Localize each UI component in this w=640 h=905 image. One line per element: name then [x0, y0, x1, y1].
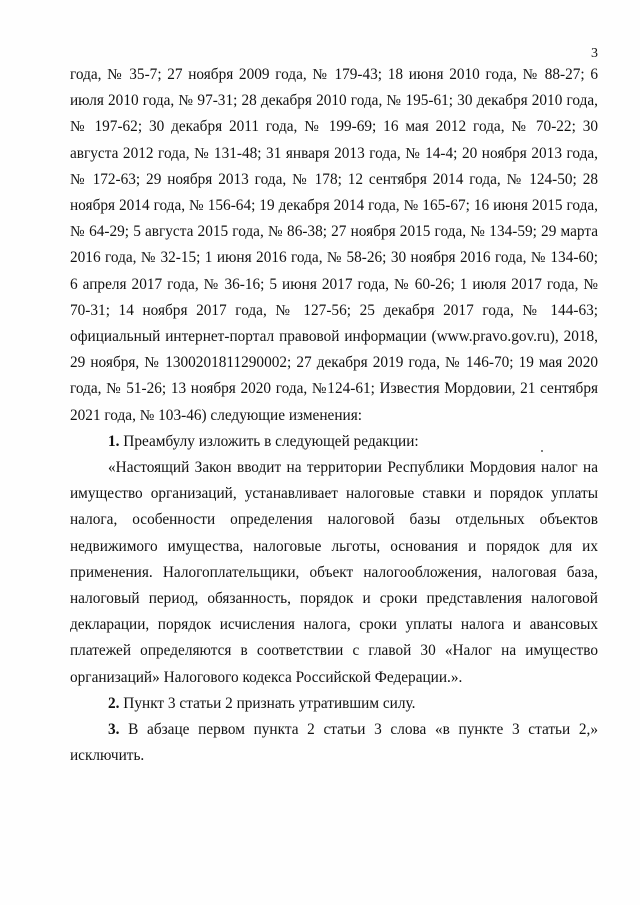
preamble-quote: «Настоящий Закон вводит на территории Республики Мордовия налог на имущество организаций, устанавливает налоговые ставки и порядок уплаты налога, особенности определения налоговой базы отдельных объектов недвижимого имущества, налоговые льготы, основания и порядок для их применения. Налогоплательщики, объект налогообложения, налоговая база, налоговый период, обязанность, порядок и сроки представления налоговой декларации, порядок исчисления налога, сроки уплаты налога и авансовых платежей определяются в соответствии с главой 30 «Налог на имущество организаций» Налогового кодекса Российской Федерации.». — [70, 459, 598, 686]
page-number: 3 — [591, 46, 598, 61]
item-1 — [70, 429, 598, 455]
item-1-text: Преамбулу изложить в следующей редакции: — [119, 432, 419, 450]
item-3-text: В абзаце первом пункта 2 статьи 3 слова «в пункте 3 статьи 2,» исключить. — [70, 721, 598, 765]
item-1-number: 1. — [108, 432, 120, 450]
item-3 — [70, 717, 598, 769]
item-2-number: 2. — [108, 694, 120, 712]
document-body — [70, 62, 598, 769]
item-2-text: Пункт 3 статьи 2 признать утратившим силу. — [119, 694, 416, 712]
intro-paragraph: года, № 35-7; 27 ноября 2009 года, № 179-43; 18 июня 2010 года, № 88-27; 6 июля 2010 года, № 97-31; 28 декабря 2010 года, № 195-61; 30 декабря 2010 года, № 197-62; 30 декабря 2011 года, № 199-69; 16 мая 2012 года, № 70-22; 30 августа 2012 года, № 131-48; 31 января 2013 года, № 14-4; 20 ноября 2013 года, № 172-63; 29 ноября 2013 года, № 178; 12 сентября 2014 года, № 124-50; 28 ноября 2014 года, № 156-64; 19 декабря 2014 года, № 165-67; 16 июня 2015 года, № 64-29; 5 августа 2015 года, № 86-38; 27 ноября 2015 года, № 134-59; 29 марта 2016 года, № 32-15; 1 июня 2016 года, № 58-26; 30 ноября 2016 года, № 134-60; 6 апреля 2017 года, № 36-16; 5 июня 2017 года, № 60-26; 1 июля 2017 года, № 70-31; 14 ноября 2017 года, № 127-56; 25 декабря 2017 года, № 144-63; официальный интернет-портал правовой информации (www.pravo.gov.ru), 2018, 29 ноября, № 1300201811290002; 27 декабря 2019 года, № 146-70; 19 мая 2020 года, № 51-26; 13 ноября 2020 года, №124-61; Известия Мордовии, 21 сентября 2021 года, № 103-46) следующие изменения: — [70, 66, 598, 424]
item-3-number: 3. — [108, 721, 120, 739]
item-2 — [70, 691, 598, 717]
scan-speck — [541, 450, 543, 452]
